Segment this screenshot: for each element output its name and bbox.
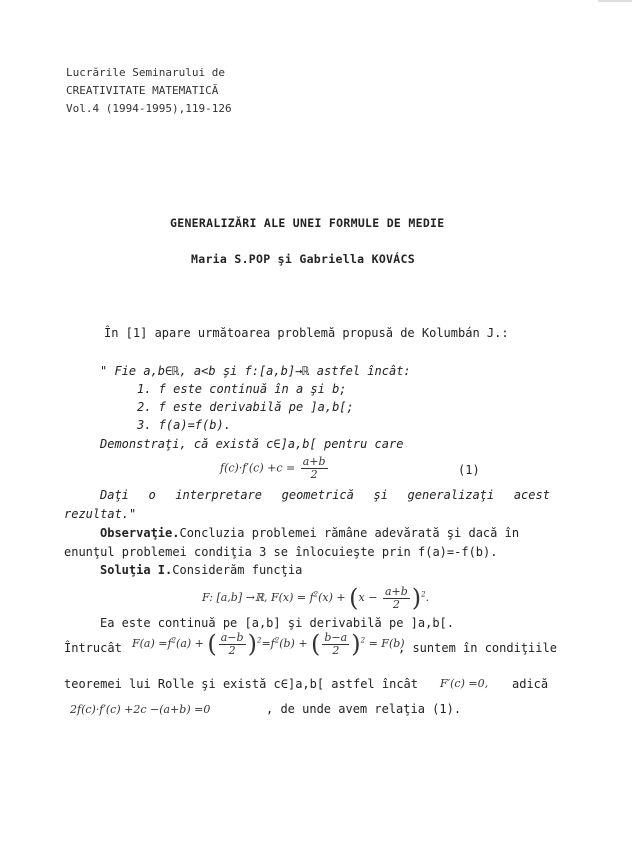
F-denominator: 2 <box>392 597 400 611</box>
eq1-fraction <box>301 456 328 481</box>
journal-name: Lucrările Seminarului de <box>66 66 225 79</box>
solution-label: Soluţia I. <box>100 563 173 577</box>
observation-label: Observaţie. <box>100 526 180 540</box>
final-equation: 2f(c)·f′(c) +2c −(a+b) =0 <box>70 703 211 716</box>
condition-2: 2. f este derivabilă pe ]a,b[; <box>137 400 354 414</box>
dati-line <box>100 488 550 502</box>
right-paren: ) <box>411 584 422 612</box>
eq1-numerator: a+b <box>302 455 326 468</box>
dati-word: o <box>148 488 156 502</box>
problem-statement: " Fie a,b∈ℝ, a<b şi f:[a,b]→ℝ astfel încât: <box>100 364 411 378</box>
observation-text-2: enunţul problemei condiţia 3 se înlocuieşte prin f(a)=-f(b). <box>64 545 498 559</box>
Fb-denominator: 2 <box>332 643 340 657</box>
dati-word: şi <box>373 488 388 502</box>
rolle-line: teoremei lui Rolle şi există c∈]a,b[ astfel încât <box>64 677 419 691</box>
dati-word: Daţi <box>100 488 129 502</box>
solution-text: Considerăm funcţia <box>172 563 303 577</box>
square-exponent: 2 <box>421 590 426 599</box>
left-paren: ( <box>207 630 217 658</box>
Fa-fraction <box>219 632 246 657</box>
volume-info: Vol.4 (1994-1995),119-126 <box>66 102 232 115</box>
eq1-denominator: 2 <box>310 468 318 481</box>
condition-3: 3. f(a)=f(b). <box>137 418 231 432</box>
observation-paragraph <box>100 526 519 540</box>
F-a-equation <box>132 630 405 658</box>
demonstrate-line: Demonstraţi, că există c∈]a,b[ pentru care <box>100 437 404 451</box>
intrucat-tail: , suntem în condiţiile <box>398 641 557 655</box>
Fb-mid: (b) + <box>279 637 308 650</box>
F-fraction <box>383 586 410 611</box>
function-definition: F: [a,b] →ℝ, $F(x) = f^2(x) + (x$ − $\frac{a+b}{2}$ )$^2$. <box>202 584 430 612</box>
Fa-equals: =f <box>261 637 275 650</box>
square-exponent: 2 <box>256 636 262 645</box>
intro-paragraph: În [1] apare următoarea problemă propusă de Kolumbán J.: <box>104 326 509 340</box>
journal-subtitle: CREATIVITATE MATEMATICĂ <box>66 84 219 97</box>
dati-word: interpretare <box>175 488 263 502</box>
continuity-line: Ea este continuă pe [a,b] şi derivabilă pe ]a,b[. <box>100 616 455 630</box>
condition-1: 1. f este continuă în a şi b; <box>137 382 347 396</box>
left-paren: ( <box>311 630 321 658</box>
F-numerator: a+b <box>384 584 408 598</box>
Fa-numerator: a−b <box>220 630 244 644</box>
solution-paragraph <box>100 563 302 577</box>
Fa-left: F(a) =f <box>132 637 172 650</box>
dati-word: geometrică <box>281 488 354 502</box>
paper-title: GENERALIZĂRI ALE UNEI FORMULE DE MEDIE <box>170 216 445 230</box>
square-exponent: 2 <box>313 590 319 599</box>
right-paren: ) <box>351 630 361 658</box>
equation-number: (1) <box>458 463 480 477</box>
observation-text: Concluzia problemei rămâne adevărată şi dacă în <box>179 526 520 540</box>
dati-word: acest <box>513 488 550 502</box>
dati-word: generalizaţi <box>407 488 495 502</box>
right-paren: ) <box>247 630 257 658</box>
eq1-left: f(c)·f′(c) +c = <box>220 461 296 475</box>
Fb-fraction <box>322 632 349 657</box>
paper-authors: Maria S.POP şi Gabriella KOVÁCS <box>191 252 415 266</box>
square-exponent: 2 <box>274 636 280 645</box>
Fa-denominator: 2 <box>228 643 236 657</box>
final-tail: , de unde avem relaţia (1). <box>266 702 462 716</box>
rolle-tail: adică <box>512 677 549 691</box>
rezultat-line: rezultat." <box>64 507 137 521</box>
equation-1 <box>220 456 330 481</box>
square-exponent: 2 <box>360 636 366 645</box>
Fb-numerator: b−a <box>324 630 348 644</box>
Fa-mid: (a) + <box>176 637 204 650</box>
F-def-mid: (x) + <box>318 591 346 604</box>
F-def-left: F: [a,b] →ℝ, F(x) = f <box>202 591 314 604</box>
Fa-end: = F(b) <box>368 637 405 650</box>
intrucat-word: Întrucât <box>64 641 122 655</box>
scan-edge-mark <box>598 0 632 2</box>
F-prime-equation: F′(c) =0, <box>440 677 489 690</box>
F-paren-content: x − <box>358 591 378 604</box>
square-exponent: 2 <box>171 636 177 645</box>
left-paren: ( <box>349 584 359 612</box>
